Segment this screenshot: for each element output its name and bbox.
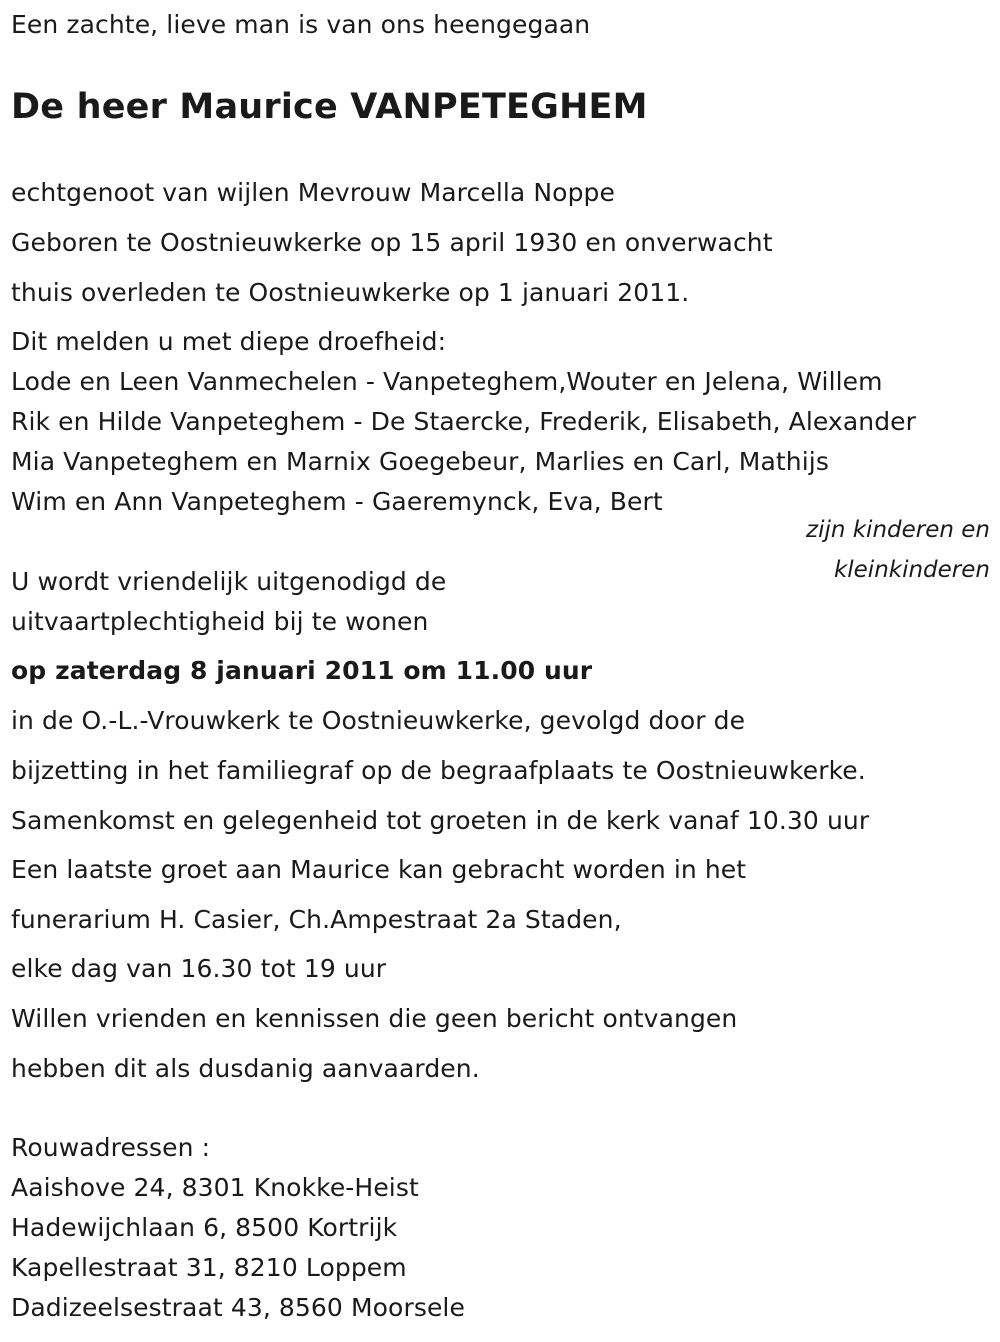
detail-line: Een laatste groet aan Maurice kan gebracht worden in het <box>11 855 747 884</box>
detail-line: hebben dit als dusdanig aanvaarden. <box>11 1054 480 1083</box>
detail-line: in de O.-L.-Vrouwkerk te Oostnieuwkerke, gevolgd door de <box>11 706 746 735</box>
family-line: Lode en Leen Vanmechelen - Vanpeteghem,Wouter en Jelena, Willem <box>11 367 883 396</box>
addresses-label: Rouwadressen : <box>11 1133 211 1162</box>
deceased-name: De heer Maurice VANPETEGHEM <box>11 87 648 127</box>
family-line: Wim en Ann Vanpeteghem - Gaeremynck, Eva, Bert <box>11 487 663 516</box>
detail-line: bijzetting in het familiegraf op de begraafplaats te Oostnieuwkerke. <box>11 756 866 785</box>
invitation-line: uitvaartplechtigheid bij te wonen <box>11 607 429 636</box>
address-line: Hadewijchlaan 6, 8500 Kortrijk <box>11 1213 398 1242</box>
detail-line: funerarium H. Casier, Ch.Ampestraat 2a Staden, <box>11 905 622 934</box>
family-signoff <box>730 510 990 590</box>
family-line: Mia Vanpeteghem en Marnix Goegebeur, Marlies en Carl, Mathijs <box>11 447 829 476</box>
detail-line: Willen vrienden en kennissen die geen bericht ontvangen <box>11 1004 738 1033</box>
signoff-line: kleinkinderen <box>833 557 990 583</box>
family-line: Rik en Hilde Vanpeteghem - De Staercke, Frederik, Elisabeth, Alexander <box>11 407 917 436</box>
signoff-line: zijn kinderen en <box>806 517 990 543</box>
address-line: Dadizeelsestraat 43, 8560 Moorsele <box>11 1293 465 1322</box>
announce-text: Dit melden u met diepe droefheid: <box>11 327 447 356</box>
detail-line: elke dag van 16.30 tot 19 uur <box>11 954 387 983</box>
ceremony-date: op zaterdag 8 januari 2011 om 11.00 uur <box>11 656 593 685</box>
intro-text: Een zachte, lieve man is van ons heengegaan <box>11 10 591 39</box>
birth-text: Geboren te Oostnieuwkerke op 15 april 1930 en onverwacht <box>11 228 773 257</box>
address-line: Kapellestraat 31, 8210 Loppem <box>11 1253 407 1282</box>
detail-line: Samenkomst en gelegenheid tot groeten in de kerk vanaf 10.30 uur <box>11 806 870 835</box>
spouse-text: echtgenoot van wijlen Mevrouw Marcella Noppe <box>11 178 615 207</box>
death-text: thuis overleden te Oostnieuwkerke op 1 januari 2011. <box>11 278 690 307</box>
invitation-line: U wordt vriendelijk uitgenodigd de <box>11 567 447 596</box>
address-line: Aaishove 24, 8301 Knokke-Heist <box>11 1173 419 1202</box>
